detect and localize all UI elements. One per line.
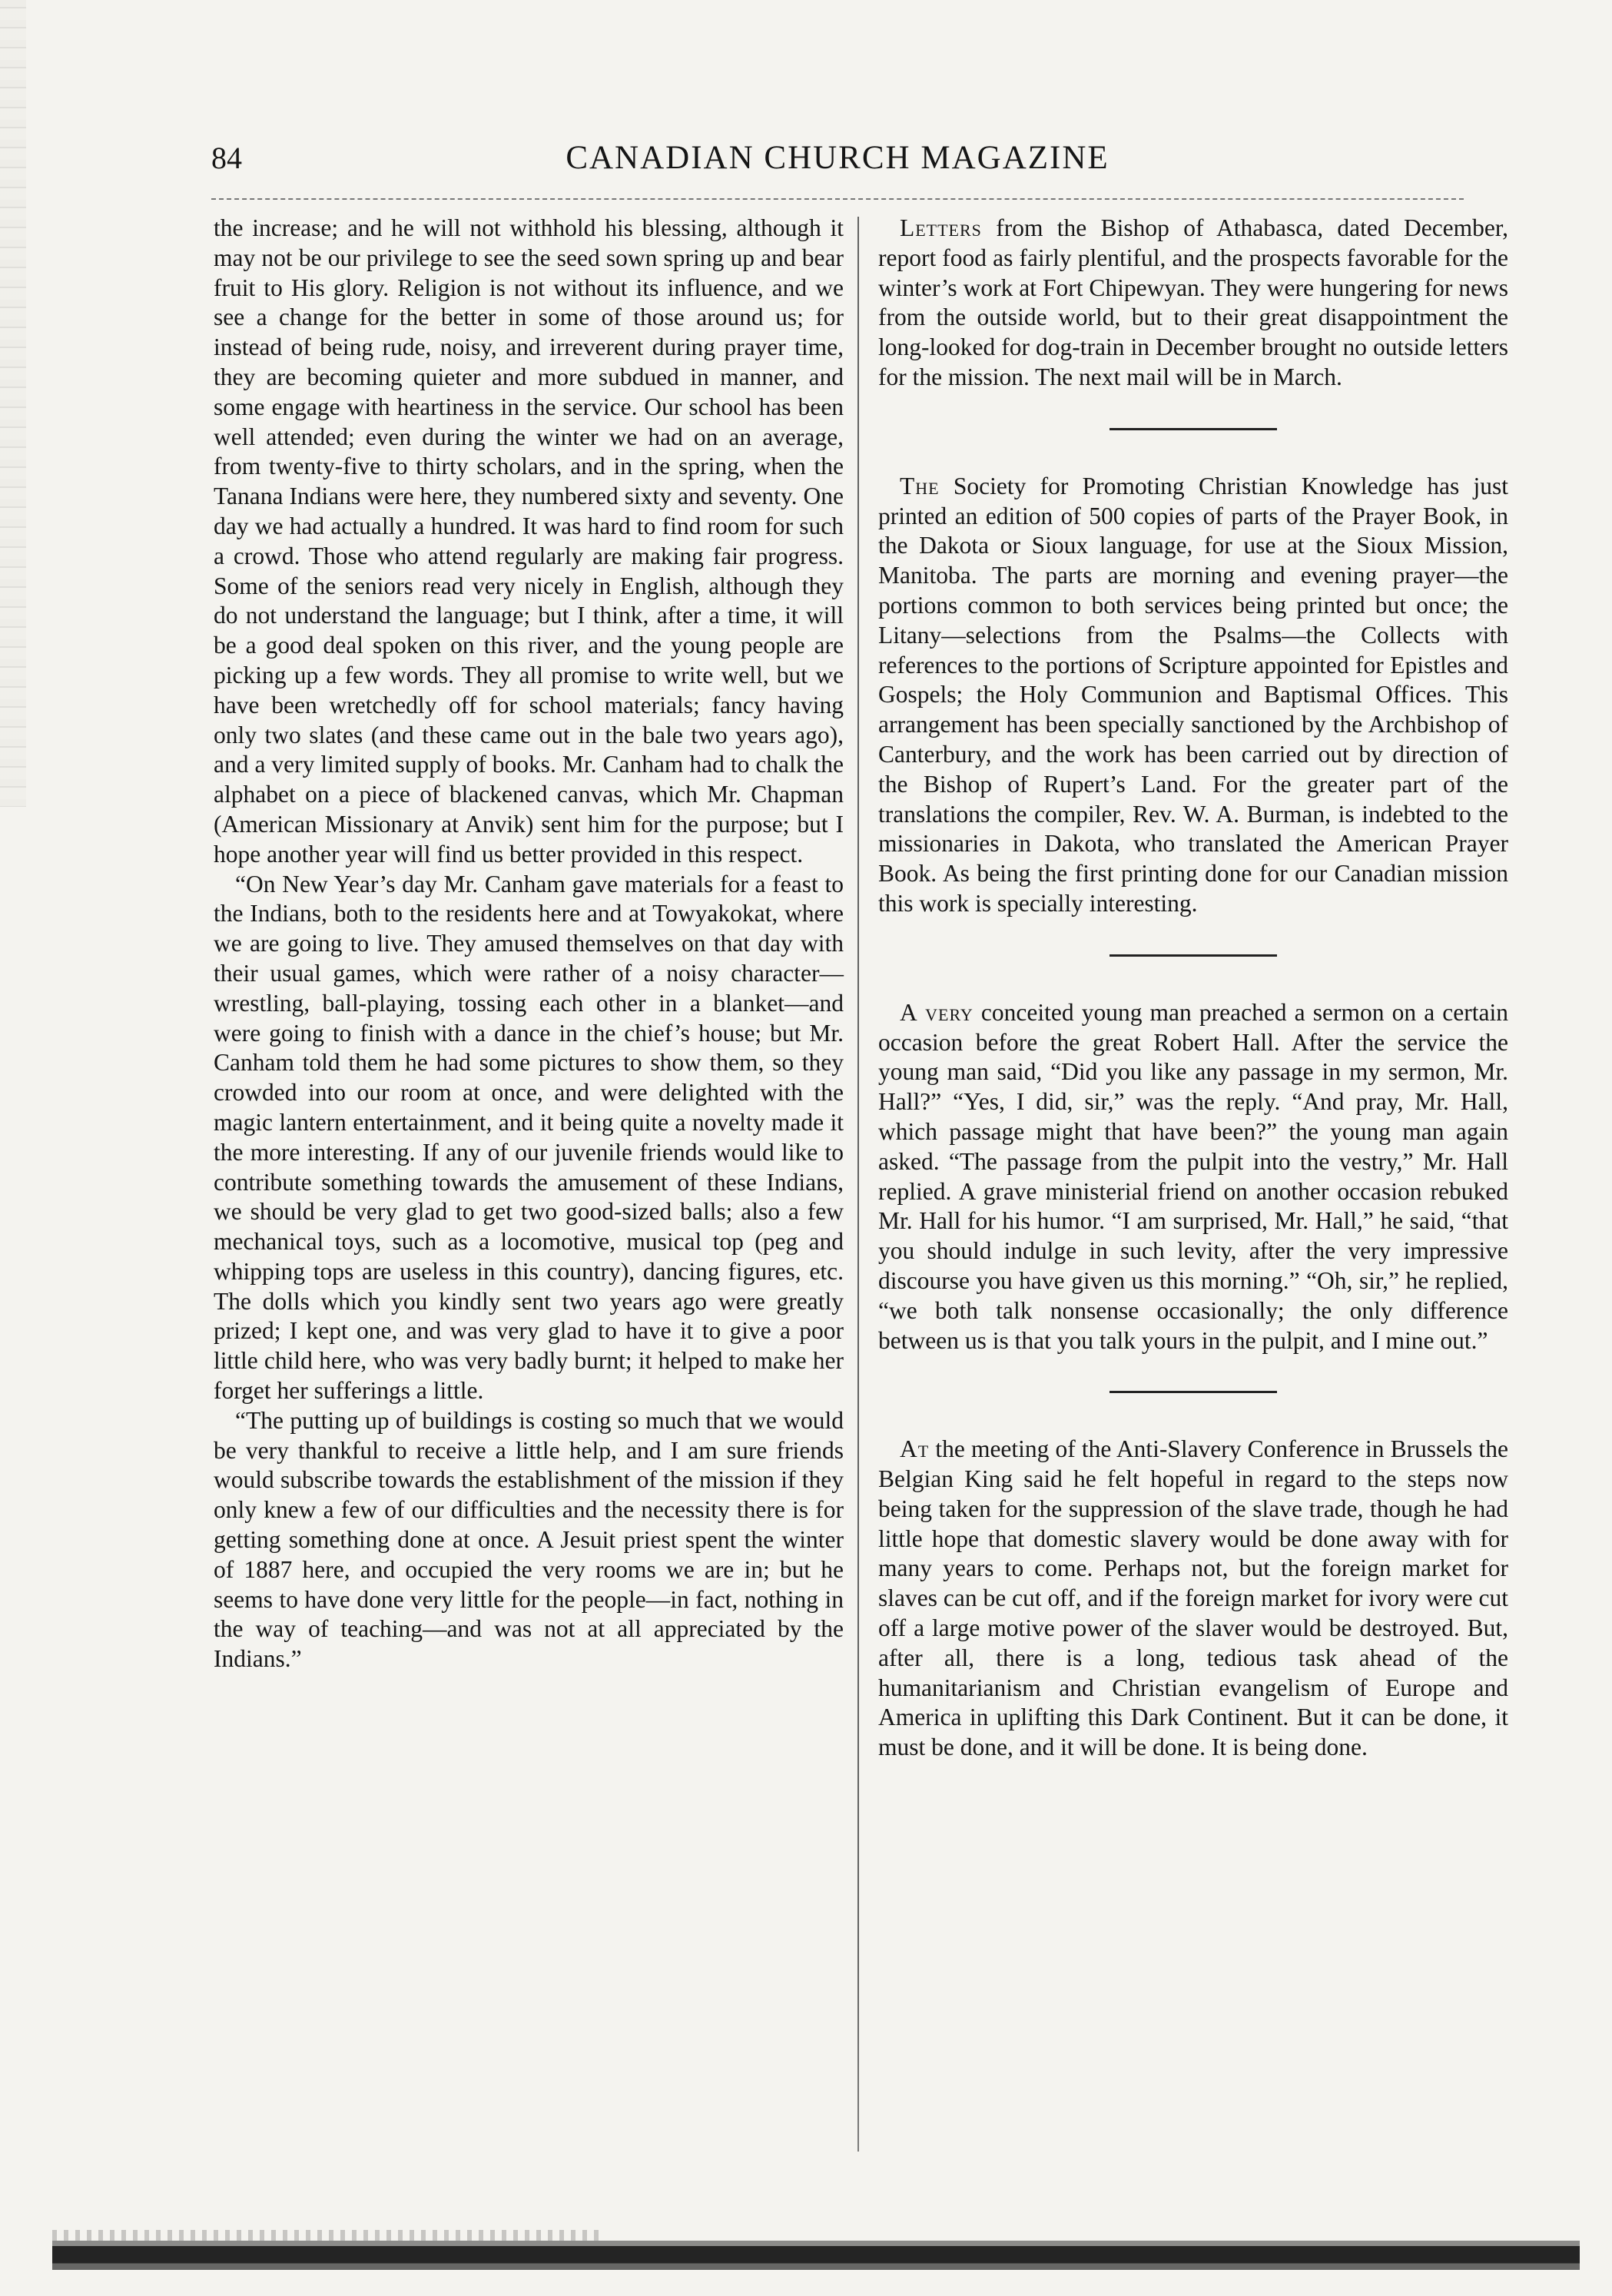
news-item-robert-hall <box>878 998 1508 1356</box>
scan-edge <box>0 0 26 807</box>
page-number: 84 <box>211 141 242 175</box>
left-column <box>214 214 844 1674</box>
right-column <box>878 214 1508 1763</box>
item-text: Society for Promoting Christian Knowledge has just printed an edition of 500 copies of parts of the Prayer Book, in the Dakota or Sioux language, for use at the Sioux Mission, Manitoba. The parts are morning and evening prayer—the portions common to both services being printed but once; the Litany—selections from the Psalms—the Collects with references to the portions of Scripture appointed for Epistles and Gospels; the Holy Communion and Baptismal Offices. This arrangement has been specially sanctioned by the Archbishop of Canterbury, and the work has been carried out by direction of the Bishop of Rupert’s Land. For the greater part of the translations the compiler, Rev. W. A. Burman, is indebted to the missionaries in Dakota, who translated the American Prayer Book. As being the first printing done for our Canadian mission this work is specially interesting. <box>878 472 1508 917</box>
item-lead: Letters <box>900 214 982 241</box>
column-divider <box>857 217 859 2152</box>
item-lead: A very <box>900 998 974 1026</box>
header-rule <box>211 198 1464 200</box>
item-text: from the Bishop of Athabasca, dated December, report food as fairly plentiful, and the prospects favorable for the winter’s work at Fort Chipewyan. They were hungering for news from the outside world, but to their great disappointment the long-looked for dog-train in December brought no outside letters for the mission. The next mail will be in March. <box>878 214 1508 390</box>
item-lead: At <box>900 1435 930 1463</box>
page-header <box>211 135 1464 181</box>
scan-artifact <box>52 2230 605 2241</box>
news-item-anti-slavery <box>878 1435 1508 1763</box>
section-separator <box>1109 954 1277 957</box>
section-separator <box>1109 428 1277 430</box>
section-separator <box>1109 1391 1277 1393</box>
news-item-spck <box>878 472 1508 919</box>
bottom-scan-band <box>52 2241 1580 2270</box>
left-paragraph: “The putting up of buildings is costing so much that we would be very thankful to receive a little help, and I am sure friends would subscribe towards the establishment of the mission if they only knew a few of our difficulties and the necessity there is for getting something done at once. A Jesuit priest spent the winter of 1887 here, and occupied the very rooms we are in; but he seems to have done very little for the people—in fact, nothing in the way of teaching—and was not at all appreciated by the Indians.” <box>214 1406 844 1673</box>
item-text: conceited young man preached a sermon on a certain occasion before the great Robert Hall. After the service the young man said, “Did you like any passage in my sermon, Mr. Hall?” “Yes, I did, sir,” was the reply. “And pray, Mr. Hall, which passage might that have been?” the young man again asked. “The passage from the pulpit into the vestry,” Mr. Hall replied. A grave ministerial friend on another occasion rebuked Mr. Hall for his humor. “I am surprised, Mr. Hall,” he said, “that you should indulge in such levity, after the very impressive discourse you have given us this morning.” “Oh, sir,” he replied, “we both talk nonsense occasionally; the only difference between us is that you talk yours in the pulpit, and I mine out.” <box>878 998 1508 1354</box>
left-paragraph: the increase; and he will not withhold his blessing, although it may not be our privilege to see the seed sown spring up and bear fruit to His glory. Religion is not without its influence, and we see a change for the better in some of those around us; for instead of being rude, noisy, and irreverent during prayer time, they are becoming quieter and more subdued in manner, and some engage with heartiness in the service. Our school has been well attended; even during the winter we had on an average, from twenty-five to thirty scholars, and in the spring, when the Tanana Indians were here, they numbered sixty and seventy. One day we had actually a hundred. It was hard to find room for such a crowd. Those who attend regularly are making fair progress. Some of the seniors read very nicely in English, although they do not understand the language; but I think, after a time, it will be a good deal spoken on this river, and the young people are picking up a few words. They all promise to write well, but we have been wretchedly off for school materials; fancy having only two slates (and these came out in the bale two years ago), and a very limited supply of books. Mr. Canham had to chalk the alphabet on a piece of blackened canvas, which Mr. Chapman (American Missionary at Anvik) sent him for the purpose; but I hope another year will find us better provided in this respect. <box>214 214 844 868</box>
item-lead: The <box>900 472 940 499</box>
news-item-athabasca <box>878 214 1508 393</box>
left-paragraph: “On New Year’s day Mr. Canham gave materials for a feast to the Indians, both to the residents here and at Towyakokat, where we are going to live. They amused themselves on that day with their usual games, which were rather of a noisy character—wrestling, ball-playing, tossing each other in a blanket—and were going to finish with a dance in the chief’s house; but Mr. Canham told them he had some pictures to show them, so they crowded into our room at once, and were delighted with the magic lantern entertainment, and it being quite a novelty made it the more interesting. If any of our juvenile friends would like to contribute something towards the amusement of these Indians, we should be very glad to get two good-sized balls; also a few mechanical toys, such as a locomotive, musical top (peg and whipping tops are useless in this country), dancing figures, etc. The dolls which you kindly sent two years ago were greatly prized; I kept one, and was very glad to have it to give a poor little child here, who was very badly burnt; it helped to make her forget her sufferings a little. <box>214 870 844 1405</box>
item-text: the meeting of the Anti-Slavery Conference in Brussels the Belgian King said he felt hopeful in regard to the steps now being taken for the suppression of the slave trade, though he had little hope that domestic slavery would be done away with for many years to come. Perhaps not, but the foreign market for slaves can be cut off, and if the foreign market for ivory were cut off a large motive power of the slaver would be destroyed. But, after all, there is a long, tedious task ahead of the humanitarianism and Christian evangelism of Europe and America in uplifting this Dark Continent. But it can be done, it must be done, and it will be done. It is being done. <box>878 1435 1508 1761</box>
running-title: CANADIAN CHURCH MAGAZINE <box>566 140 1109 176</box>
